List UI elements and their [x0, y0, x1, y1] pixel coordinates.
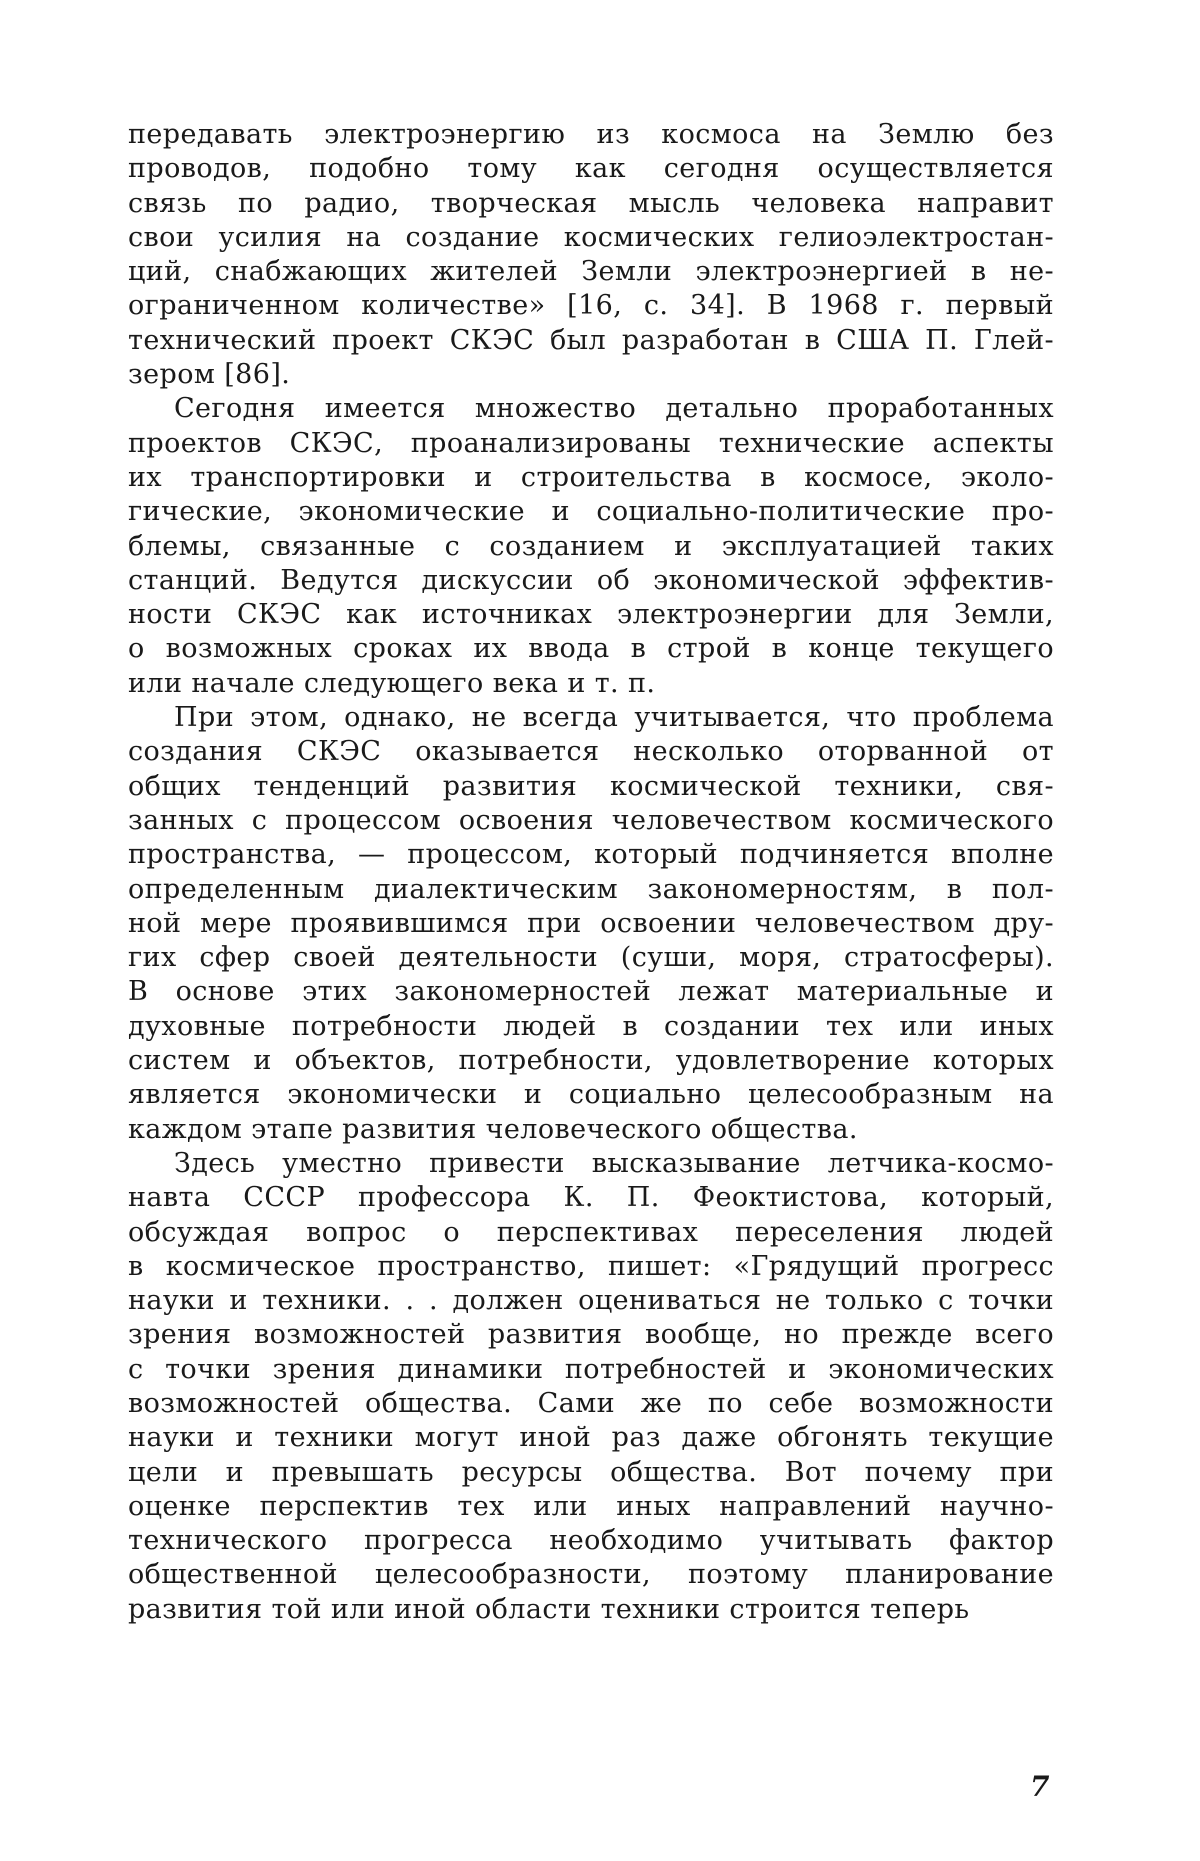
- text-line: технического прогресса необходимо учитывать фактор: [128, 1524, 1054, 1558]
- text-line: Здесь уместно привести высказывание летчика-космо-: [128, 1147, 1054, 1181]
- text-line: зером [86].: [128, 358, 1054, 392]
- body-text: [128, 118, 1054, 1627]
- text-line: пространства, — процессом, который подчиняется вполне: [128, 838, 1054, 872]
- text-line: общих тенденций развития космической техники, свя-: [128, 770, 1054, 804]
- text-line: В основе этих закономерностей лежат материальные и: [128, 975, 1054, 1009]
- text-line: общественной целесообразности, поэтому планирование: [128, 1558, 1054, 1592]
- text-line: в космическое пространство, пишет: «Грядущий прогресс: [128, 1250, 1054, 1284]
- text-line: ной мере проявившимся при освоении человечеством дру-: [128, 907, 1054, 941]
- text-line: гих сфер своей деятельности (суши, моря, стратосферы).: [128, 941, 1054, 975]
- book-page: [0, 0, 1200, 1861]
- text-line: духовные потребности людей в создании тех или иных: [128, 1010, 1054, 1044]
- text-line: развития той или иной области техники строится теперь: [128, 1593, 1054, 1627]
- text-line: гические, экономические и социально-политические про-: [128, 495, 1054, 529]
- text-line: технический проект СКЭС был разработан в США П. Глей-: [128, 324, 1054, 358]
- text-line: Сегодня имеется множество детально проработанных: [128, 392, 1054, 426]
- text-line: занных с процессом освоения человечеством космического: [128, 804, 1054, 838]
- text-line: определенным диалектическим закономерностям, в пол-: [128, 873, 1054, 907]
- page-number: 7: [1030, 1770, 1049, 1803]
- paragraph: [128, 118, 1054, 392]
- text-line: проводов, подобно тому как сегодня осуществляется: [128, 152, 1054, 186]
- text-line: является экономически и социально целесообразным на: [128, 1078, 1054, 1112]
- text-line: науки и техники могут иной раз даже обгонять текущие: [128, 1421, 1054, 1455]
- text-line: каждом этапе развития человеческого общества.: [128, 1113, 1054, 1147]
- text-line: проектов СКЭС, проанализированы технические аспекты: [128, 427, 1054, 461]
- text-line: возможностей общества. Сами же по себе возможности: [128, 1387, 1054, 1421]
- text-line: систем и объектов, потребности, удовлетворение которых: [128, 1044, 1054, 1078]
- text-line: навта СССР профессора К. П. Феоктистова, который,: [128, 1181, 1054, 1215]
- text-line: их транспортировки и строительства в космосе, эколо-: [128, 461, 1054, 495]
- text-line: науки и техники. . . должен оцениваться не только с точки: [128, 1284, 1054, 1318]
- paragraph: [128, 392, 1054, 701]
- text-line: создания СКЭС оказывается несколько оторванной от: [128, 735, 1054, 769]
- text-line: свои усилия на создание космических гелиоэлектростан-: [128, 221, 1054, 255]
- text-line: оценке перспектив тех или иных направлений научно-: [128, 1490, 1054, 1524]
- text-line: ности СКЭС как источниках электроэнергии для Земли,: [128, 598, 1054, 632]
- text-line: с точки зрения динамики потребностей и экономических: [128, 1353, 1054, 1387]
- text-line: или начале следующего века и т. п.: [128, 667, 1054, 701]
- text-line: связь по радио, творческая мысль человека направит: [128, 187, 1054, 221]
- text-line: передавать электроэнергию из космоса на Землю без: [128, 118, 1054, 152]
- text-line: станций. Ведутся дискуссии об экономической эффектив-: [128, 564, 1054, 598]
- text-line: цели и превышать ресурсы общества. Вот почему при: [128, 1456, 1054, 1490]
- paragraph: [128, 1147, 1054, 1627]
- text-line: обсуждая вопрос о перспективах переселения людей: [128, 1216, 1054, 1250]
- text-line: блемы, связанные с созданием и эксплуатацией таких: [128, 530, 1054, 564]
- paragraph: [128, 701, 1054, 1147]
- text-line: о возможных сроках их ввода в строй в конце текущего: [128, 632, 1054, 666]
- text-line: При этом, однако, не всегда учитывается, что проблема: [128, 701, 1054, 735]
- text-line: зрения возможностей развития вообще, но прежде всего: [128, 1318, 1054, 1352]
- text-line: ограниченном количестве» [16, с. 34]. В 1968 г. первый: [128, 289, 1054, 323]
- text-line: ций, снабжающих жителей Земли электроэнергией в не-: [128, 255, 1054, 289]
